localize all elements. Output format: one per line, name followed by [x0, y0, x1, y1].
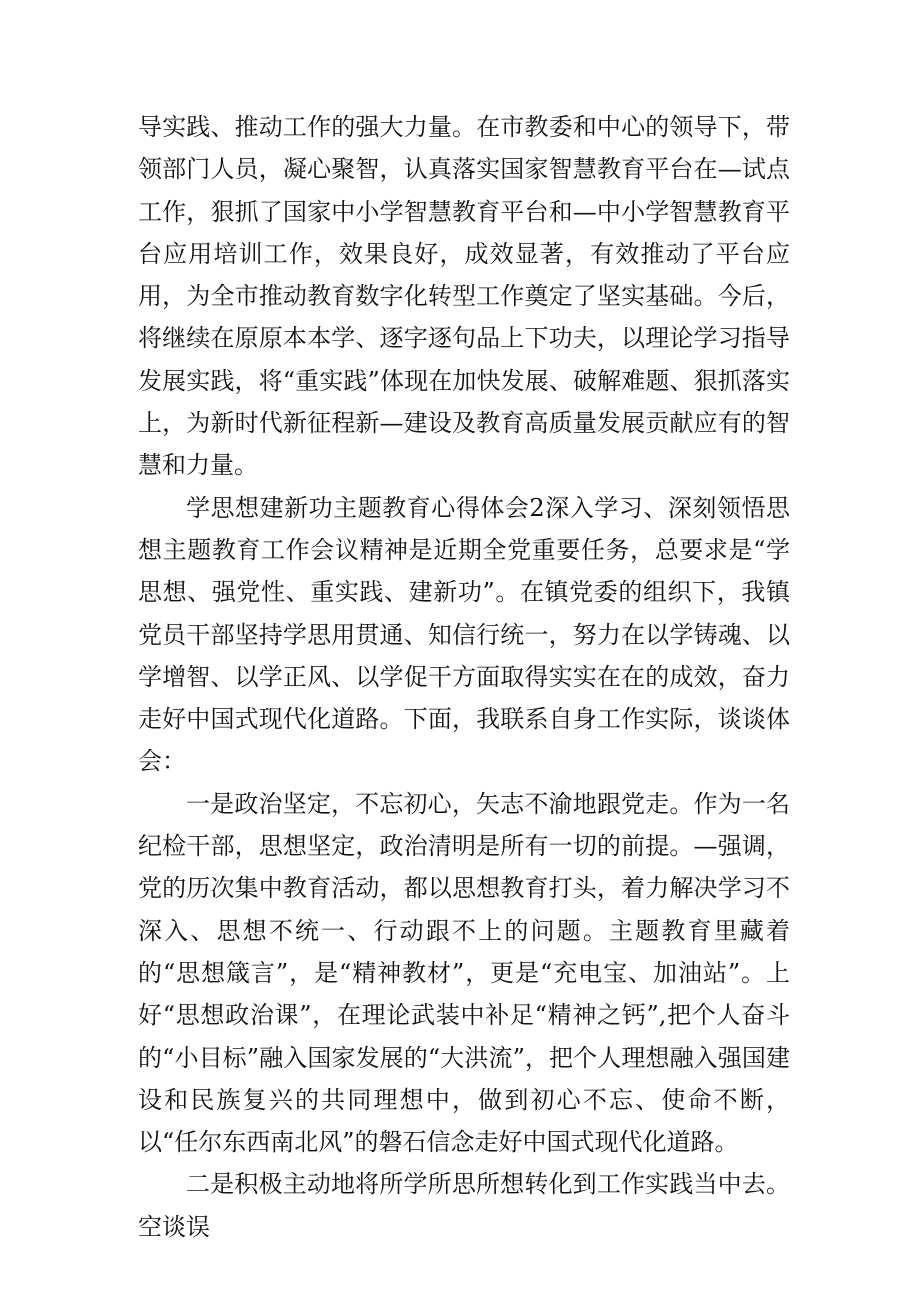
paragraph-point-one: 一是政治坚定，不忘初心，矢志不渝地跟党走。作为一名纪检干部，思想坚定，政治清明是所有一切的前提。—强调，党的历次集中教育活动，都以思想教育打头，着力解决学习不深入、思想不统一、行动跟不上的问题。主题教育里藏着的“思想箴言”，是“精神教材”，更是“充电宝、加油站”。上好“思想政治课”，在理论武装中补足“精神之钙”,把个人奋斗的“小目标”融入国家发展的“大洪流”，把个人理想融入强国建设和民族复兴的共同理想中，做到初心不忘、使命不断，以“任尔东西南北风”的磐石信念走好中国式现代化道路。 [138, 789, 790, 1157]
paragraph-experience-2: 学思想建新功主题教育心得体会2深入学习、深刻领悟思想主题教育工作会议精神是近期全党重要任务，总要求是“学思想、强党性、重实践、建新功”。在镇党委的组织下，我镇党员干部坚持学思用贯通、知信行统一，努力在以学铸魂、以学增智、以学正风、以学促干方面取得实实在在的成效，奋力走好中国式现代化道路。下面，我联系自身工作实际，谈谈体会： [138, 493, 790, 776]
paragraph-continuation: 导实践、推动工作的强大力量。在市教委和中心的领导下，带领部门人员，凝心聚智，认真落实国家智慧教育平台在—试点工作，狠抓了国家中小学智慧教育平台和—中小学智慧教育平台应用培训工作，效果良好，成效显著，有效推动了平台应用，为全市推动教育数字化转型工作奠定了坚实基础。今后，将继续在原原本本学、逐字逐句品上下功夫，以理论学习指导发展实践，将“重实践”体现在加快发展、破解难题、狠抓落实上，为新时代新征程新—建设及教育高质量发展贡献应有的智慧和力量。 [138, 113, 790, 480]
document-body [138, 106, 790, 1248]
paragraph-point-two: 二是积极主动地将所学所思所想转化到工作实践当中去。空谈误 [138, 1170, 790, 1241]
